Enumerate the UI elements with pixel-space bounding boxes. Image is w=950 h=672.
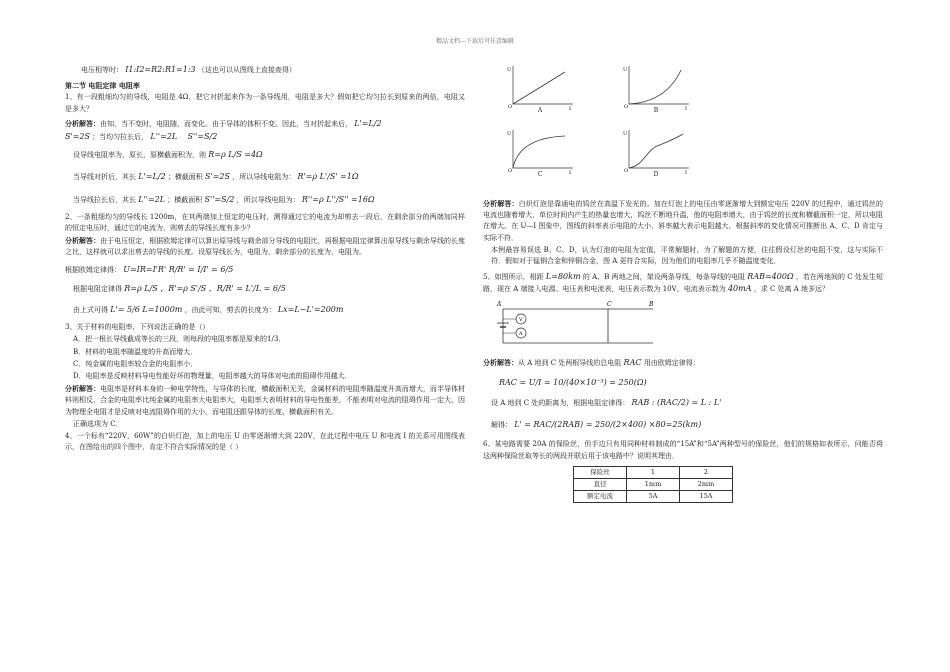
section-title: 第二节 电阻定律 电阻率 bbox=[65, 81, 140, 91]
answer-5-law bbox=[483, 397, 883, 409]
answer-5-solve bbox=[483, 419, 883, 431]
formula-distance-result: L' = RAC/(2RAB) = 250/(2×400) ×80=25(km) bbox=[514, 420, 702, 430]
table-cell: 1mm bbox=[627, 479, 680, 491]
formula-remaining-length: L'= 5/6 L=1000m bbox=[110, 305, 183, 315]
graph-a-plot bbox=[505, 64, 575, 112]
formula-ratio: RAB : (RAC/2) = L : L' bbox=[631, 398, 722, 408]
graph-c-x-label: I bbox=[569, 170, 571, 176]
graph-d-x-label: I bbox=[685, 170, 687, 176]
formula-fold-length-2: L'=L/2 bbox=[138, 172, 166, 182]
question-5-text-c: ，若在两地间的 C 处发生短路，现在 A 端接入电源、电压表和电流表，电压表示数为 10V，电流表示数为 bbox=[483, 273, 883, 294]
fuse-table bbox=[573, 466, 733, 504]
table-row bbox=[574, 466, 733, 478]
table-cell: 2 bbox=[680, 466, 733, 478]
graph-a-origin: O bbox=[508, 104, 513, 110]
point-b-label: B bbox=[649, 300, 654, 308]
formula-rac-value: RAC = U/I = 10/(40×10⁻³) = 250(Ω) bbox=[499, 377, 647, 387]
graph-a bbox=[505, 64, 575, 116]
question-6: 6、某电路需要 20A 的保险丝，但手边只有用同种材料制成的“15A”和“5A”两种型号的保险丝，他们的规格如表所示，问能否将这两种保险丝取等长的两段并联后用于该电路中？说明其理由． bbox=[483, 440, 883, 460]
formula-original-resistance: R=ρ L/S =4Ω bbox=[208, 150, 263, 160]
table-cell: 直径 bbox=[574, 479, 627, 491]
formula-stretch-length-2: L''=2L bbox=[138, 194, 166, 204]
graph-d-label: D bbox=[653, 170, 659, 178]
graph-c-y-label: U bbox=[507, 131, 512, 137]
graph-a-x-label: I bbox=[569, 106, 571, 112]
answer-label: 分析解答： bbox=[483, 357, 518, 367]
formula-fold-area: S'=2S bbox=[65, 132, 90, 142]
answer-5-text: 从 A 地到 C 处两根导线的总电阻 bbox=[518, 358, 622, 367]
graph-a-label: A bbox=[537, 106, 543, 114]
answer-2-ohm bbox=[65, 264, 465, 276]
formula-rac: RAC bbox=[623, 357, 642, 367]
graph-d-y-label: U bbox=[623, 131, 628, 137]
graph-b-y-label: U bbox=[623, 67, 628, 73]
answer-5-ohm-text: 用由欧姆定律得： bbox=[643, 358, 700, 367]
answer-5-intro bbox=[483, 357, 883, 369]
point-a-label: A bbox=[497, 300, 502, 308]
circuit-svg bbox=[483, 297, 883, 357]
answer-3-conclusion: 正确选项为 C． bbox=[73, 419, 123, 428]
table-cell: 1 bbox=[627, 466, 680, 478]
answer-2-ohm-text: 根据欧姆定律得： bbox=[65, 265, 121, 274]
formula-fold-area-2: S'=2S bbox=[205, 172, 230, 182]
answer-1-line2 bbox=[65, 131, 465, 143]
answer-1-line4 bbox=[65, 171, 465, 183]
ui-graphs bbox=[483, 64, 883, 194]
answer-2-law bbox=[65, 283, 465, 295]
answer-2-result-text: 由上式可得 bbox=[73, 306, 108, 315]
table-cell: 15A bbox=[680, 491, 733, 503]
question-5-text-d: ，求 C 处离 A 地多远？ bbox=[753, 285, 830, 294]
answer-1-stretch-text: 当导线拉长后，其长 bbox=[73, 195, 136, 204]
answer-5-rac bbox=[483, 377, 883, 389]
answer-1-setup: 设导线电阻率为，原长，原横截面积为，则 bbox=[73, 151, 206, 160]
page-header: 精品文档---下载后可任意编辑 bbox=[435, 38, 515, 45]
table-cell: 2mm bbox=[680, 479, 733, 491]
voltmeter-label: V bbox=[519, 316, 523, 323]
graph-b-x-label: I bbox=[685, 106, 687, 112]
formula-rab: RAB=400Ω bbox=[747, 272, 794, 282]
graph-b-origin: O bbox=[624, 104, 629, 110]
graph-b bbox=[621, 64, 691, 116]
answer-label: 分析解答： bbox=[65, 384, 101, 394]
formula-fold-resistance: R'=ρ L'/S' =1Ω bbox=[297, 172, 359, 182]
answer-label: 分析解答： bbox=[483, 199, 519, 208]
question-4: 4、一个标有“220V，60W”的白炽灯泡，加上的电压 U 由零逐渐增大到 220V，在此过程中电压 U 和电流 I 的关系可用图线表示，在图给出的四个图中，肯定不符合实际情况的是（ ） bbox=[65, 432, 465, 452]
answer-2-text: 由于电压恒定，根据欧姆定律可以算出原导线与剩余部分导线的电阻比，再根据电阻定律算出原导线与剩余导线的长度之比，这样就可以求出剪去的导线的长度。设原导线长为，电阻为，剩余部分的长度为，电阻为。 bbox=[65, 237, 466, 257]
answer-1-intro bbox=[65, 118, 465, 130]
question-3-option-b: B．材料的电阻率随温度的升高而增大． bbox=[73, 347, 198, 356]
answer-1-line5 bbox=[65, 194, 465, 206]
right-column bbox=[483, 64, 883, 503]
answer-4-text: 白炽灯泡是靠通电的钨丝在高温下发光的。加在灯泡上的电压由零逐渐增大到额定电压 220V 的过程中，通过钨丝的电流也随着增大，单位时间内产生的热量也增大，钨丝不断地升温，他的电阻率增大，由于钨丝的长度和横截面积一定，所以电阻在增大。在 U—I 图象中，图线的斜率表示电阻的大小，斜率越大表示电阻越大，根据斜率的变化情况可推断出 A、C、D 肯定与实际不符． bbox=[483, 200, 884, 242]
question-2: 2、一条粗细均匀的导线长 1200m，在其两端加上恒定的电压时，测得通过它的电流为却剪去一段后，在剩余部分的两端加同样的恒定电压时，通过它的电流为，则剪去的导线长度有多少？ bbox=[65, 212, 465, 233]
answer-1-stretch-area-text: ；横截面积 bbox=[167, 195, 203, 204]
graph-a-y-label: U bbox=[507, 67, 512, 73]
graph-c bbox=[505, 128, 575, 180]
graph-d-origin: O bbox=[624, 168, 629, 174]
formula-ohm-ratio: U=IR=I'R' R/R' = I/I' = 6/5 bbox=[123, 264, 234, 274]
graph-d-plot bbox=[621, 128, 691, 176]
question-5-text-b: 的 A、B 两地之间，架设两条导线，每条导线的电阻 bbox=[582, 273, 746, 282]
answer-2-result bbox=[65, 304, 465, 316]
graph-d bbox=[621, 128, 691, 180]
answer-3-text: 电阻率是材料本身的一种电学特性，与导体的长度，横截面积无关，金属材料的电阻率随温度升高而增大，而半导体材料则相反，合金的电阻率比纯金属的电阻率大电阻率大，电阻率大表明材料的导电性能差，不能表明对电流的阻碍作用一定大，因为物理全电阻才是反映对电流阻碍作用的大小，而电阻还跟导体的长度、横截面积有关。 bbox=[65, 385, 466, 416]
question-5 bbox=[483, 271, 883, 295]
table-cell: 额定电流 bbox=[574, 491, 627, 503]
graph-c-origin: O bbox=[508, 168, 513, 174]
point-c-label: C bbox=[607, 300, 612, 308]
answer-5-solve-text: 解得： bbox=[491, 421, 512, 430]
graph-c-plot bbox=[505, 128, 575, 176]
answer-1-stretch: ；当均匀拉长后， bbox=[92, 133, 149, 142]
formula-stretch-area-2: S''=S/2 bbox=[204, 194, 235, 204]
question-3: 3、关于材料的电阻率，下列说法正确的是（） bbox=[65, 323, 210, 332]
answer-4 bbox=[483, 198, 883, 244]
question-3-option-d: D．电阻率是反映材料导电性能好坏的物理量，电阻率越大的导体对电流的阻碍作用越大． bbox=[73, 372, 352, 381]
answer-1-fold-area-text: ；横截面积 bbox=[167, 173, 203, 182]
ammeter-label: A bbox=[519, 330, 523, 337]
formula-stretch-length: L''=2L bbox=[150, 132, 178, 142]
voltage-ratio-line bbox=[65, 64, 465, 76]
answer-4-note: 本例最容易误选 B、C、D，认为灯泡的电阻为定值，平常解题时，为了解题的方便，往往假设灯丝的电阻不变，这与实际不符．假如对于锰铜合金和锌铜合金，图 A 更符合实际，因为他们的电阻率几乎不随温度变化． bbox=[491, 245, 883, 266]
graph-c-label: C bbox=[537, 170, 543, 178]
answer-1-stretch-res-text: ，所以导线电阻为： bbox=[236, 195, 300, 204]
question-5-text-a: 5、如图所示，相距 bbox=[483, 273, 544, 282]
voltage-ratio-text: 电压相等时： bbox=[81, 66, 123, 74]
graph-b-label: B bbox=[653, 106, 659, 114]
left-column bbox=[65, 64, 465, 454]
answer-label: 分析解答： bbox=[65, 118, 100, 128]
formula-cut-length: Lx=L−L'=200m bbox=[277, 305, 344, 315]
graph-b-plot bbox=[621, 64, 691, 112]
question-3-option-c: C．纯金属的电阻率较合金的电阻率小． bbox=[73, 359, 198, 368]
table-row bbox=[574, 479, 733, 491]
answer-1-fold-res-text: ，所以导线电阻为： bbox=[232, 173, 296, 182]
table-cell: 5A bbox=[627, 491, 680, 503]
formula-current: 40mA bbox=[727, 284, 752, 294]
current-ratio-formula: I1:I2=R2:R1=1:3 bbox=[125, 65, 196, 74]
answer-1-line3 bbox=[65, 149, 465, 161]
answer-2-intro bbox=[65, 235, 465, 258]
formula-stretch-area: S''=S/2 bbox=[187, 132, 218, 142]
answer-2-law-text: 根据电阻定律得 bbox=[73, 284, 122, 293]
circuit-diagram bbox=[483, 297, 883, 357]
answer-1-fold-text: 当导线对折后，其长 bbox=[73, 173, 136, 182]
answer-3 bbox=[65, 383, 465, 418]
formula-stretch-resistance: R''=ρ L''/S'' =16Ω bbox=[301, 194, 375, 204]
formula-distance: L=80km bbox=[545, 272, 581, 282]
answer-1-text: 由知，当不变时，电阻随、而变化。由于导体的体积不变。因此，当对折起来后， bbox=[100, 119, 352, 128]
answer-5-law-text: 设 A 地到 C 处的距离为，根据电阻定律得： bbox=[491, 399, 630, 408]
formula-fold-length: L'=L/2 bbox=[354, 118, 382, 128]
question-3-option-a: A．把一根长导线截成等长的三段，则每段的电阻率都是原来的1/3． bbox=[73, 335, 286, 344]
table-row bbox=[574, 491, 733, 503]
voltage-ratio-note: （这也可以从图线上直接查得） bbox=[197, 66, 296, 74]
answer-label: 分析解答： bbox=[65, 236, 101, 246]
question-1: 1、有一段粗细均匀的导线，电阻是 4Ω，把它对折起来作为一条导线用，电阻是多大？假如把它均匀拉长到原来的两倍，电阻又是多大？ bbox=[65, 93, 465, 113]
formula-resistance-law: R=ρ L/S ，R'=ρ S'/S ，R/R' = L'/L = 6/5 bbox=[124, 283, 286, 293]
table-cell: 保险丝 bbox=[574, 466, 627, 478]
answer-2-cut-text: ，由此可知，剪去的长度为： bbox=[184, 306, 276, 315]
